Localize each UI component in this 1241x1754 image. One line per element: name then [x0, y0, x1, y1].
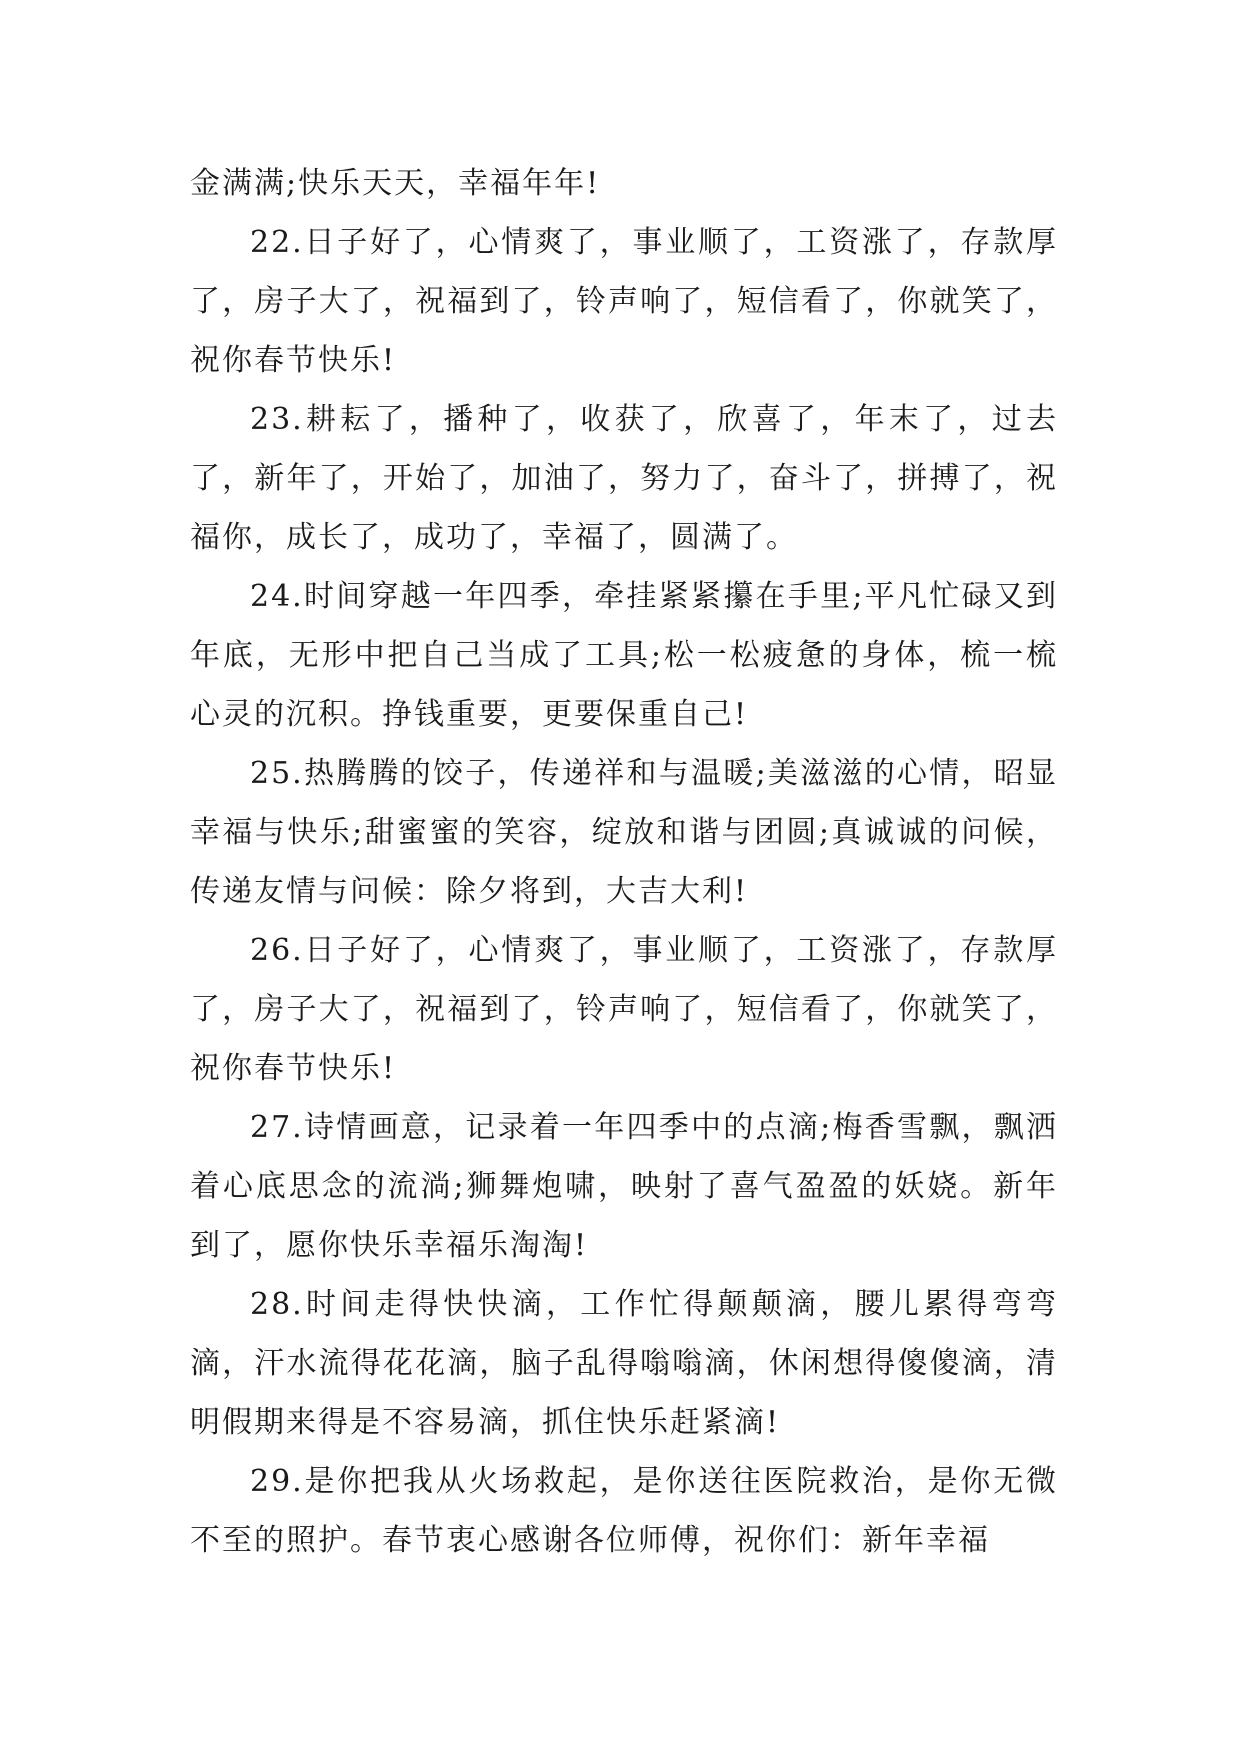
- paragraph-continuation: 金满满;快乐天天，幸福年年!: [190, 166, 601, 201]
- paragraph-item-27: 27.诗情画意，记录着一年四季中的点滴;梅香雪飘，飘洒着心底思念的流淌;狮舞炮啸，映射了喜气盈盈的妖娆。新年到了，愿你快乐幸福乐淘淘!: [190, 1110, 1058, 1263]
- paragraph-item-25: 25.热腾腾的饺子，传递祥和与温暖;美滋滋的心情，昭显幸福与快乐;甜蜜蜜的笑容，绽放和谐与团圆;真诚诚的问候，传递友情与问候：除夕将到，大吉大利!: [190, 756, 1058, 909]
- paragraph-item-22: 22.日子好了，心情爽了，事业顺了，工资涨了，存款厚了，房子大了，祝福到了，铃声响了，短信看了，你就笑了，祝你春节快乐!: [190, 225, 1058, 378]
- paragraph-item-24: 24.时间穿越一年四季，牵挂紧紧攥在手里;平凡忙碌又到年底，无形中把自己当成了工具;松一松疲惫的身体，梳一梳心灵的沉积。挣钱重要，更要保重自己!: [190, 579, 1058, 732]
- paragraph-item-28: 28.时间走得快快滴，工作忙得颠颠滴，腰儿累得弯弯滴，汗水流得花花滴，脑子乱得嗡嗡滴，休闲想得傻傻滴，清明假期来得是不容易滴，抓住快乐赶紧滴!: [190, 1287, 1058, 1440]
- paragraph-item-29: 29.是你把我从火场救起，是你送往医院救治，是你无微不至的照护。春节衷心感谢各位师傅，祝你们：新年幸福: [190, 1464, 1058, 1558]
- paragraph-item-26: 26.日子好了，心情爽了，事业顺了，工资涨了，存款厚了，房子大了，祝福到了，铃声响了，短信看了，你就笑了，祝你春节快乐!: [190, 933, 1058, 1086]
- document-body: [190, 154, 1058, 1570]
- paragraph-item-23: 23.耕耘了，播种了，收获了，欣喜了，年末了，过去了，新年了，开始了，加油了，努力了，奋斗了，拼搏了，祝福你，成长了，成功了，幸福了，圆满了。: [190, 402, 1058, 555]
